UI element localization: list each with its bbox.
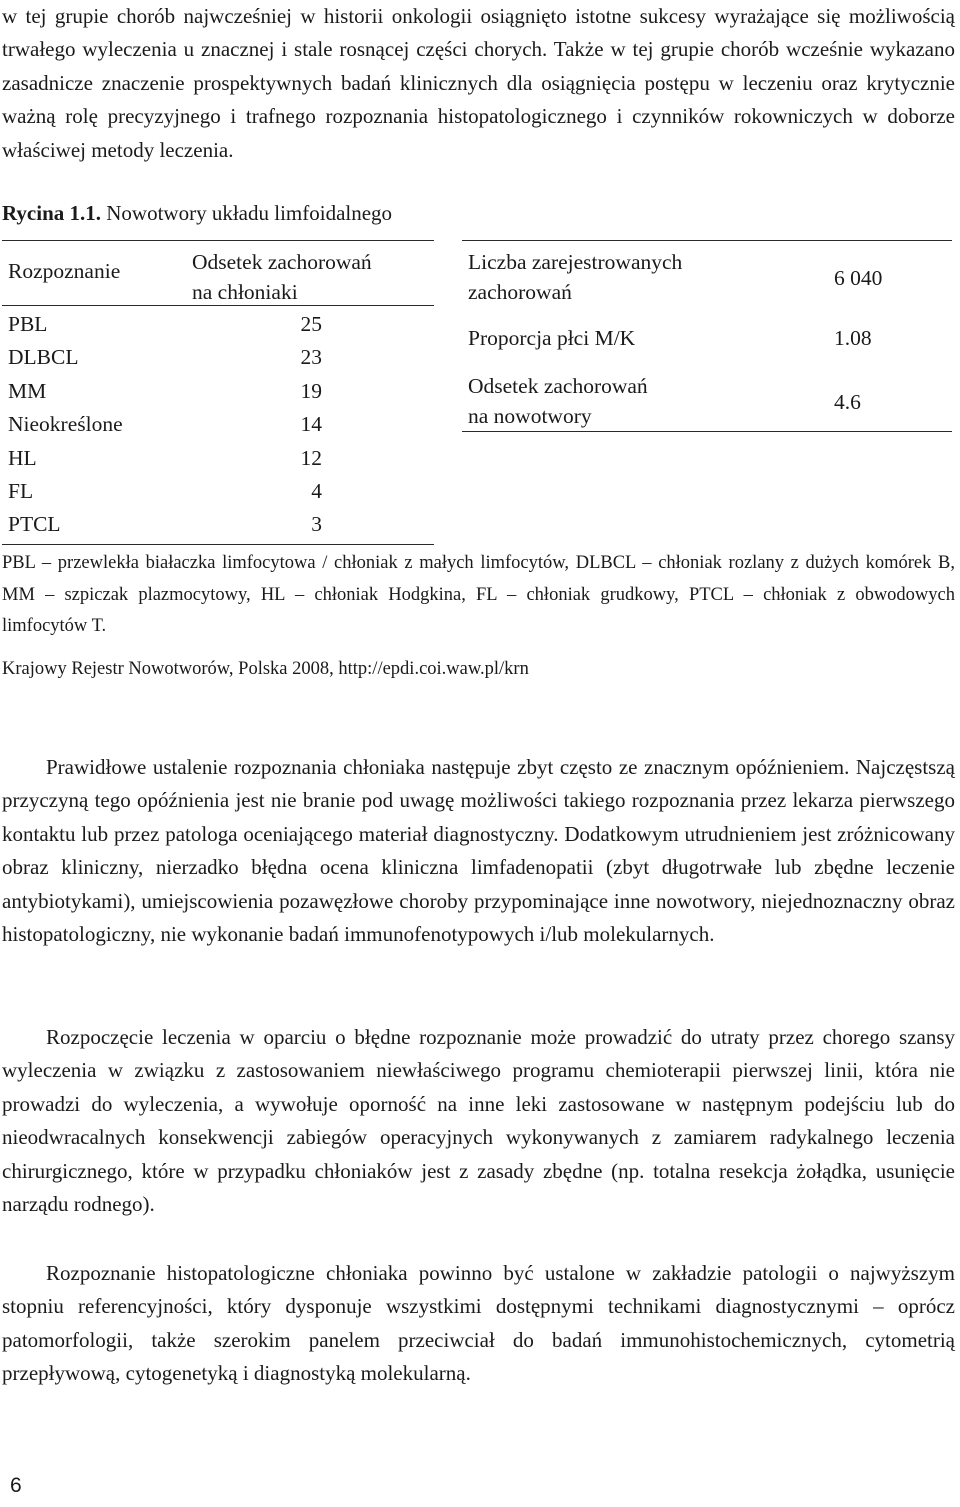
- summary-table: [462, 240, 952, 432]
- table-row: [2, 506, 434, 539]
- row-diagnosis: Nieokreślone: [8, 412, 123, 437]
- row-percent: 23: [300, 345, 322, 370]
- summary-label-line2: zachorowań: [468, 280, 572, 304]
- header-incidence-line2: na chłoniaki: [192, 280, 298, 304]
- row-diagnosis: DLBCL: [8, 345, 79, 370]
- summary-value: 6 040: [834, 266, 883, 290]
- figure-title: Nowotwory układu limfoidalnego: [106, 201, 393, 225]
- row-percent: 3: [311, 512, 322, 537]
- header-incidence: [192, 247, 372, 307]
- row-percent: 12: [300, 445, 322, 470]
- summary-row: [462, 311, 952, 361]
- row-percent: 19: [300, 378, 322, 403]
- header-incidence-line1: Odsetek zachorowań: [192, 250, 372, 274]
- summary-label: [468, 371, 648, 431]
- header-diagnosis: Rozpoznanie: [8, 259, 121, 283]
- summary-label-line1: Proporcja płci M/K: [468, 326, 636, 350]
- table-row: [2, 306, 434, 339]
- row-diagnosis: PBL: [8, 312, 48, 336]
- intro-paragraph: w tej grupie chorób najwcześniej w historii onkologii osiągnięto istotne sukcesy wyrażające się możliwością trwałego wyleczenia u znacznej i stale rosnącej części chorych. Także w tej grupie chorób wcześnie wykazano zasadnicze znaczenie prospektywnych badań klinicznych dla osiągnięcia postępu w leczeniu oraz krytycznie ważną rolę precyzyjnego i trafnego rozpoznania histopatologicznego i czynników rokowniczych w doborze właściwej metody leczenia.: [2, 4, 955, 162]
- summary-row: [462, 361, 952, 431]
- figure-source: Krajowy Rejestr Nowotworów, Polska 2008, http://epdi.coi.waw.pl/krn: [2, 659, 529, 679]
- summary-row: [462, 241, 952, 311]
- table-row: [2, 406, 434, 439]
- summary-label-line1: Odsetek zachorowań: [468, 374, 648, 398]
- row-diagnosis: MM: [8, 378, 47, 403]
- diagnosis-table: [2, 240, 434, 545]
- table-row: [2, 473, 434, 506]
- page-number: 6: [10, 1474, 22, 1497]
- summary-value: 4.6: [834, 390, 861, 414]
- row-diagnosis: PTCL: [8, 512, 61, 537]
- row-diagnosis: HL: [8, 445, 37, 470]
- table-bottom-rule: [2, 544, 434, 545]
- summary-label: [468, 247, 682, 307]
- summary-value: 1.08: [834, 326, 872, 350]
- table-row: [2, 339, 434, 372]
- figure-legend: PBL – przewlekła białaczka limfocytowa / chłoniak z małych limfocytów, DLBCL – chłoniak rozlany z dużych komórek B, MM – szpiczak plazmocytowy, HL – chłoniak Hodgkina, FL – chłoniak grudkowy, PTCL – chłoniak z obwodowych limfocytów T.: [2, 553, 955, 636]
- table-row: [2, 440, 434, 473]
- body-paragraph: Rozpoczęcie leczenia w oparciu o błędne rozpoznanie może prowadzić do utraty przez chorego szansy wyleczenia w związku z zastosowaniem niewłaściwego programu chemioterapii pierwszej linii, która nie prowadzi do wyleczenia, a wywołuje oporność na inne leki zastosowane w następnym podejściu lub do nieodwracalnych konsekwencji zabiegów operacyjnych wykonywanych z zamiarem radykalnego leczenia chirurgicznego, które w przypadku chłoniaków jest z zasady zbędne (np. totalna resekcja żołądka, usunięcie narządu rodnego).: [2, 1025, 955, 1217]
- row-diagnosis: FL: [8, 478, 34, 503]
- table-row: [2, 373, 434, 406]
- row-percent: 14: [300, 412, 322, 437]
- row-percent: 25: [300, 312, 322, 336]
- table-header: [2, 241, 434, 305]
- summary-label-line1: Liczba zarejestrowanych: [468, 250, 683, 274]
- summary-label-line2: na nowotwory: [468, 404, 592, 428]
- figure-caption: [2, 197, 392, 229]
- body-paragraph: Rozpoznanie histopatologiczne chłoniaka powinno być ustalone w zakładzie patologii o najwyższym stopniu referencyjności, który dysponuje wszystkimi dostępnymi technikami diagnostycznymi – oprócz patomorfologii, także szerokim panelem przeciwciał do badań immunohistochemicznych, cytometrią przepływową, cytogenetyką i diagnostyką molekularną.: [2, 1261, 955, 1386]
- summary-label: [468, 323, 635, 353]
- summary-bottom-rule: [462, 431, 952, 432]
- body-paragraph: Prawidłowe ustalenie rozpoznania chłoniaka następuje zbyt często ze znacznym opóźnieniem. Najczęstszą przyczyną tego opóźnienia jest nie branie pod uwagę możliwości takiego rozpoznania przez lekarza pierwszego kontaktu lub przez patologa oceniającego materiał diagnostyczny. Dodatkowym utrudnieniem jest zróżnicowany obraz kliniczny, nierzadko błędna ocena kliniczna limfadenopatii (zbyt długotrwałe lub zbędne leczenie antybiotykami), umiejscowienia pozawęzłowe choroby przypominające inne nowotwory, niejednoznaczny obraz histopatologiczny, nie wykonanie badań immunofenotypowych i/lub molekularnych.: [2, 755, 955, 947]
- row-percent: 4: [311, 478, 322, 503]
- figure-label: Rycina 1.1.: [2, 201, 102, 225]
